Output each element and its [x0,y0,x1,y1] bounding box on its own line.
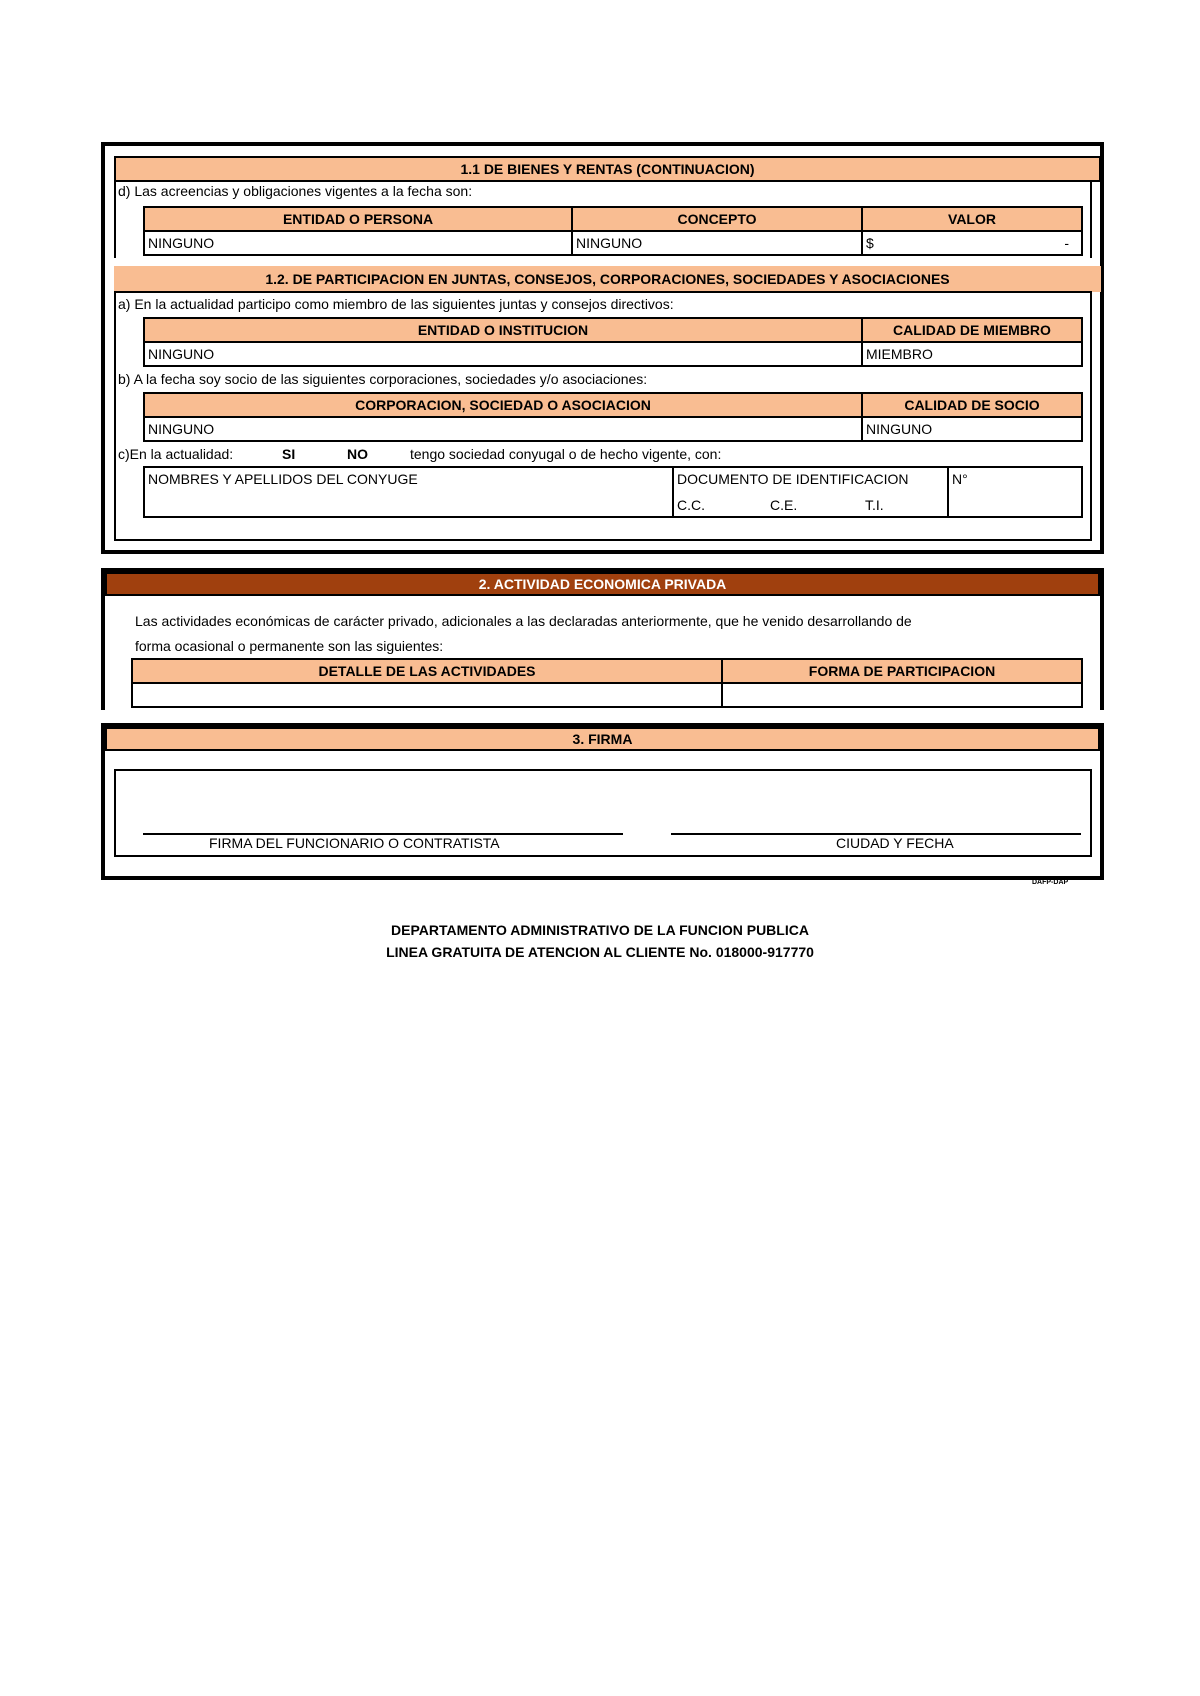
conyuge-divider-1 [672,466,674,518]
acreencia-concepto-cell [571,230,863,256]
socio-corporacion-cell [143,416,863,442]
ciudad-fecha-label: CIUDAD Y FECHA [836,835,954,851]
acreencia-valor-cell [861,230,1083,256]
junta-entidad-cell [143,341,863,367]
conyugal-no: NO [347,446,368,462]
junta-entidad-value: NINGUNO [148,346,215,362]
section-2-title: 2. ACTIVIDAD ECONOMICA PRIVADA [105,572,1100,596]
conyuge-nombre-label: NOMBRES Y APELLIDOS DEL CONYUGE [148,471,418,487]
detalle-actividades-cell [131,682,723,708]
col-valor: VALOR [861,206,1083,232]
documento-label: DOCUMENTO DE IDENTIFICACION [677,471,909,487]
acreencias-label: d) Las acreencias y obligaciones vigentes a la fecha son: [118,183,473,199]
acreencia-concepto-value: NINGUNO [576,235,643,251]
socio-corporacion-value: NINGUNO [148,421,215,437]
firma-label: FIRMA DEL FUNCIONARIO O CONTRATISTA [209,835,500,851]
form-code: DAFP-DAP [1032,879,1069,886]
junta-calidad-value: MIEMBRO [866,346,933,362]
col-concepto: CONCEPTO [571,206,863,232]
acreencia-entidad-value: NINGUNO [148,235,215,251]
section-3-title: 3. FIRMA [105,727,1100,751]
actividad-text-line2: forma ocasional o permanente son las siguientes: [135,638,444,654]
col-calidad-miembro: CALIDAD DE MIEMBRO [861,317,1083,343]
col-calidad-socio: CALIDAD DE SOCIO [861,392,1083,418]
conyugal-label: c)En la actualidad: [118,446,234,462]
footer-line-1: DEPARTAMENTO ADMINISTRATIVO DE LA FUNCION PUBLICA [391,922,809,938]
section-1-2-title: 1.2. DE PARTICIPACION EN JUNTAS, CONSEJOS, CORPORACIONES, SOCIEDADES Y ASOCIACIONES [114,266,1101,292]
col-corporacion: CORPORACION, SOCIEDAD O ASOCIACION [143,392,863,418]
footer-line-2: LINEA GRATUITA DE ATENCION AL CLIENTE No. 018000-917770 [386,944,814,960]
juntas-label: a) En la actualidad participo como miembro de las siguientes juntas y consejos directivos: [118,296,674,312]
forma-participacion-cell [721,682,1083,708]
numero-label: N° [952,471,968,487]
section-1-inner-right-line [1090,182,1092,258]
conyugal-rest: tengo sociedad conyugal o de hecho vigente, con: [410,446,722,462]
doc-cc: C.C. [677,497,705,513]
conyuge-divider-2 [947,466,949,518]
acreencia-valor-value: - [1064,235,1069,251]
section-1-1-title: 1.1 DE BIENES Y RENTAS (CONTINUACION) [114,156,1101,182]
section-1-inner-left-line [114,182,116,258]
col-entidad-persona: ENTIDAD O PERSONA [143,206,573,232]
doc-ce: C.E. [770,497,798,513]
junta-calidad-cell [861,341,1083,367]
col-entidad-institucion: ENTIDAD O INSTITUCION [143,317,863,343]
doc-ti: T.I. [865,497,884,513]
acreencia-entidad-cell [143,230,573,256]
currency-sign: $ [866,235,874,251]
socio-calidad-cell [861,416,1083,442]
col-forma-participacion: FORMA DE PARTICIPACION [721,658,1083,684]
socio-label: b) A la fecha soy socio de las siguientes corporaciones, sociedades y/o asociaciones: [118,371,648,387]
socio-calidad-value: NINGUNO [866,421,933,437]
conyugal-si: SI [282,446,296,462]
actividad-text-line1: Las actividades económicas de carácter privado, adicionales a las declaradas anteriormente, que he venido desarrollando de [135,613,912,629]
col-detalle-actividades: DETALLE DE LAS ACTIVIDADES [131,658,723,684]
